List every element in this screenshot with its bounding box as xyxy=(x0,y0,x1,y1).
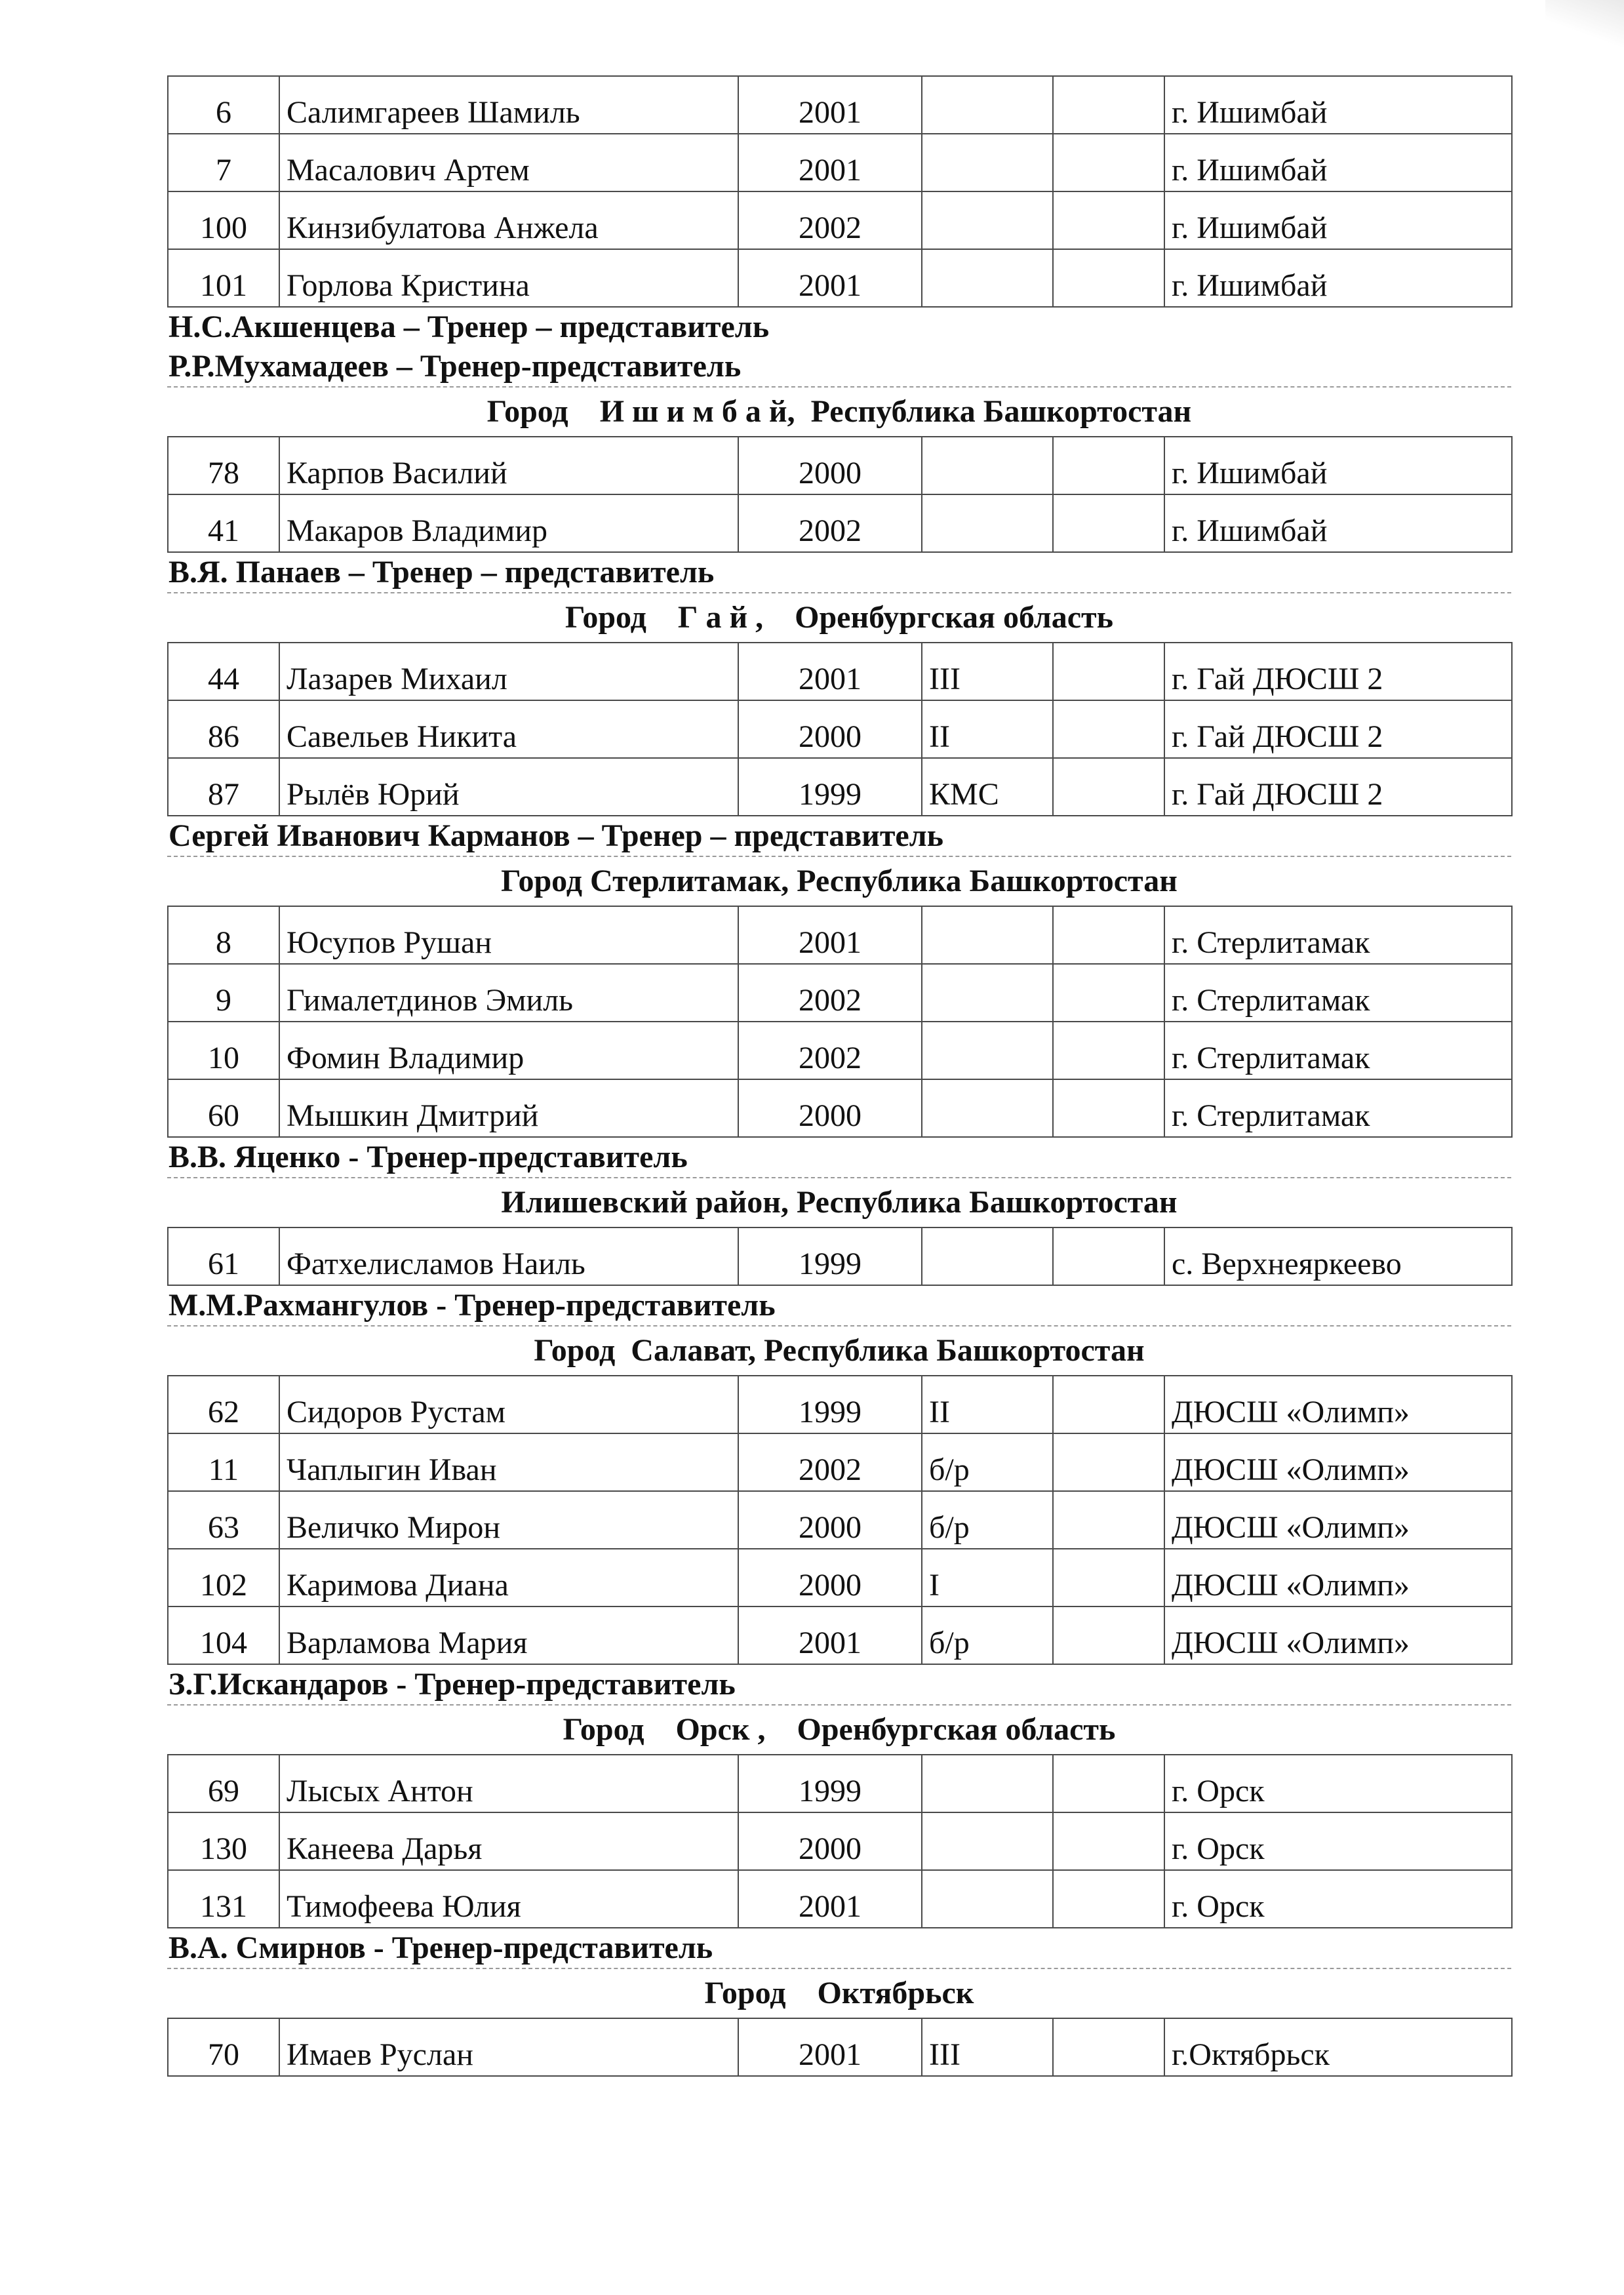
cell-blank xyxy=(1053,700,1164,758)
cell-name: Горлова Кристина xyxy=(279,249,738,307)
participants-table xyxy=(167,436,1513,553)
cell-blank xyxy=(1053,1549,1164,1606)
cell-blank xyxy=(1053,1606,1164,1664)
cell-place: г. Орск xyxy=(1164,1755,1512,1812)
cell-rank xyxy=(922,249,1053,307)
cell-name: Фомин Владимир xyxy=(279,1022,738,1079)
table-row xyxy=(168,1022,1512,1079)
cell-year: 2000 xyxy=(738,1812,922,1870)
cell-num: 70 xyxy=(168,2018,279,2076)
table-row xyxy=(168,2018,1512,2076)
cell-year: 2001 xyxy=(738,1870,922,1928)
cell-name: Мышкин Дмитрий xyxy=(279,1079,738,1137)
table-row xyxy=(168,1079,1512,1137)
cell-rank xyxy=(922,1227,1053,1285)
cell-rank xyxy=(922,494,1053,552)
coach-line: В.А. Смирнов - Тренер-представитель xyxy=(168,1930,713,1965)
cell-rank xyxy=(922,134,1053,191)
table-row xyxy=(168,906,1512,964)
cell-year: 2001 xyxy=(738,643,922,700)
cell-num: 87 xyxy=(168,758,279,816)
participants-table xyxy=(167,75,1513,308)
cell-year: 2000 xyxy=(738,437,922,494)
cell-blank xyxy=(1053,643,1164,700)
cell-place: ДЮСШ «Олимп» xyxy=(1164,1376,1512,1433)
cell-year: 2001 xyxy=(738,906,922,964)
cell-blank xyxy=(1053,1812,1164,1870)
cell-num: 62 xyxy=(168,1376,279,1433)
cell-blank xyxy=(1053,1227,1164,1285)
cell-place: г. Гай ДЮСШ 2 xyxy=(1164,643,1512,700)
cell-blank xyxy=(1053,906,1164,964)
cell-num: 63 xyxy=(168,1491,279,1549)
cell-rank: б/р xyxy=(922,1491,1053,1549)
cell-rank: б/р xyxy=(922,1606,1053,1664)
cell-place: г. Ишимбай xyxy=(1164,249,1512,307)
team-city-heading: Город Орск , Оренбургская область xyxy=(167,1704,1511,1754)
cell-blank xyxy=(1053,1079,1164,1137)
coach-line: В.В. Яценко - Тренер-представитель xyxy=(168,1140,688,1174)
cell-blank xyxy=(1053,1491,1164,1549)
team-city-heading: Город Салават, Республика Башкортостан xyxy=(167,1325,1511,1375)
table-row xyxy=(168,437,1512,494)
cell-name: Салимгареев Шамиль xyxy=(279,76,738,134)
cell-num: 100 xyxy=(168,191,279,249)
cell-num: 102 xyxy=(168,1549,279,1606)
cell-num: 86 xyxy=(168,700,279,758)
cell-place: г. Орск xyxy=(1164,1870,1512,1928)
cell-place: г. Стерлитамак xyxy=(1164,906,1512,964)
cell-place: г. Стерлитамак xyxy=(1164,1022,1512,1079)
cell-name: Имаев Руслан xyxy=(279,2018,738,2076)
cell-place: ДЮСШ «Олимп» xyxy=(1164,1549,1512,1606)
participants-table xyxy=(167,1227,1513,1286)
table-row xyxy=(168,700,1512,758)
cell-rank xyxy=(922,76,1053,134)
cell-num: 8 xyxy=(168,906,279,964)
cell-blank xyxy=(1053,964,1164,1022)
cell-rank: б/р xyxy=(922,1433,1053,1491)
cell-name: Сидоров Рустам xyxy=(279,1376,738,1433)
cell-name: Гималетдинов Эмиль xyxy=(279,964,738,1022)
cell-place: г. Ишимбай xyxy=(1164,437,1512,494)
table-row xyxy=(168,1376,1512,1433)
table-row xyxy=(168,1870,1512,1928)
cell-place: г. Ишимбай xyxy=(1164,191,1512,249)
team-city-heading: Илишевский район, Республика Башкортостан xyxy=(167,1177,1511,1227)
participants-table xyxy=(167,642,1513,816)
table-row xyxy=(168,1433,1512,1491)
table-row xyxy=(168,76,1512,134)
cell-blank xyxy=(1053,1376,1164,1433)
page-corner-fold xyxy=(1545,0,1624,52)
cell-name: Тимофеева Юлия xyxy=(279,1870,738,1928)
cell-rank xyxy=(922,1870,1053,1928)
participants-table xyxy=(167,1754,1513,1928)
cell-year: 2001 xyxy=(738,2018,922,2076)
cell-place: г.Октябрьск xyxy=(1164,2018,1512,2076)
table-row xyxy=(168,191,1512,249)
cell-num: 131 xyxy=(168,1870,279,1928)
cell-num: 7 xyxy=(168,134,279,191)
cell-year: 2002 xyxy=(738,964,922,1022)
cell-place: г. Ишимбай xyxy=(1164,134,1512,191)
cell-blank xyxy=(1053,1433,1164,1491)
table-row xyxy=(168,1491,1512,1549)
cell-rank: I xyxy=(922,1549,1053,1606)
cell-rank xyxy=(922,191,1053,249)
cell-place: г. Ишимбай xyxy=(1164,494,1512,552)
coach-line: З.Г.Искандаров - Тренер-представитель xyxy=(168,1667,736,1702)
cell-rank xyxy=(922,1812,1053,1870)
participants-table xyxy=(167,2018,1513,2077)
table-row xyxy=(168,1812,1512,1870)
cell-year: 2001 xyxy=(738,1606,922,1664)
cell-num: 60 xyxy=(168,1079,279,1137)
cell-place: ДЮСШ «Олимп» xyxy=(1164,1433,1512,1491)
cell-name: Канеева Дарья xyxy=(279,1812,738,1870)
coach-line: М.М.Рахмангулов - Тренер-представитель xyxy=(168,1288,776,1323)
cell-blank xyxy=(1053,437,1164,494)
cell-year: 2002 xyxy=(738,1022,922,1079)
cell-rank xyxy=(922,964,1053,1022)
cell-blank xyxy=(1053,249,1164,307)
cell-place: г. Орск xyxy=(1164,1812,1512,1870)
cell-num: 104 xyxy=(168,1606,279,1664)
cell-place: ДЮСШ «Олимп» xyxy=(1164,1606,1512,1664)
cell-year: 2000 xyxy=(738,1491,922,1549)
cell-blank xyxy=(1053,758,1164,816)
cell-rank xyxy=(922,437,1053,494)
cell-blank xyxy=(1053,1022,1164,1079)
cell-rank xyxy=(922,1022,1053,1079)
cell-name: Величко Мирон xyxy=(279,1491,738,1549)
cell-rank xyxy=(922,1079,1053,1137)
cell-name: Фатхелисламов Наиль xyxy=(279,1227,738,1285)
cell-year: 2000 xyxy=(738,700,922,758)
cell-rank xyxy=(922,1755,1053,1812)
cell-name: Каримова Диана xyxy=(279,1549,738,1606)
cell-place: ДЮСШ «Олимп» xyxy=(1164,1491,1512,1549)
cell-year: 1999 xyxy=(738,758,922,816)
cell-num: 61 xyxy=(168,1227,279,1285)
table-row xyxy=(168,494,1512,552)
cell-place: г. Гай ДЮСШ 2 xyxy=(1164,700,1512,758)
coach-line: В.Я. Панаев – Тренер – представитель xyxy=(168,555,715,589)
cell-blank xyxy=(1053,76,1164,134)
cell-name: Масалович Артем xyxy=(279,134,738,191)
table-row xyxy=(168,1755,1512,1812)
participants-table xyxy=(167,906,1513,1138)
cell-year: 2001 xyxy=(738,249,922,307)
cell-blank xyxy=(1053,1755,1164,1812)
table-row xyxy=(168,134,1512,191)
cell-name: Лазарев Михаил xyxy=(279,643,738,700)
cell-num: 11 xyxy=(168,1433,279,1491)
cell-num: 9 xyxy=(168,964,279,1022)
cell-place: г. Стерлитамак xyxy=(1164,964,1512,1022)
cell-place: г. Гай ДЮСШ 2 xyxy=(1164,758,1512,816)
cell-place: с. Верхнеяркеево xyxy=(1164,1227,1512,1285)
team-city-heading: Город И ш и м б а й, Республика Башкортостан xyxy=(167,386,1511,436)
table-row xyxy=(168,1606,1512,1664)
cell-num: 101 xyxy=(168,249,279,307)
cell-year: 1999 xyxy=(738,1755,922,1812)
cell-blank xyxy=(1053,2018,1164,2076)
coach-line: Сергей Иванович Карманов – Тренер – представитель xyxy=(168,818,944,853)
cell-blank xyxy=(1053,494,1164,552)
cell-name: Кинзибулатова Анжела xyxy=(279,191,738,249)
table-row xyxy=(168,249,1512,307)
cell-num: 6 xyxy=(168,76,279,134)
cell-year: 2000 xyxy=(738,1079,922,1137)
team-city-heading: Город Октябрьск xyxy=(167,1968,1511,2018)
cell-name: Лысых Антон xyxy=(279,1755,738,1812)
team-city-heading: Город Г а й , Оренбургская область xyxy=(167,592,1511,642)
cell-name: Карпов Василий xyxy=(279,437,738,494)
participants-document xyxy=(167,75,1511,2200)
cell-name: Макаров Владимир xyxy=(279,494,738,552)
cell-blank xyxy=(1053,191,1164,249)
cell-name: Чаплыгин Иван xyxy=(279,1433,738,1491)
cell-rank: II xyxy=(922,700,1053,758)
participants-table xyxy=(167,1375,1513,1665)
cell-year: 2001 xyxy=(738,134,922,191)
cell-blank xyxy=(1053,1870,1164,1928)
coach-line: Р.Р.Мухамадеев – Тренер-представитель xyxy=(168,349,742,384)
cell-name: Юсупов Рушан xyxy=(279,906,738,964)
cell-year: 2000 xyxy=(738,1549,922,1606)
cell-num: 41 xyxy=(168,494,279,552)
cell-name: Савельев Никита xyxy=(279,700,738,758)
cell-blank xyxy=(1053,134,1164,191)
cell-rank: КМС xyxy=(922,758,1053,816)
cell-year: 1999 xyxy=(738,1376,922,1433)
cell-rank: III xyxy=(922,2018,1053,2076)
cell-rank: II xyxy=(922,1376,1053,1433)
cell-year: 2002 xyxy=(738,191,922,249)
cell-rank: III xyxy=(922,643,1053,700)
coach-line: Н.С.Акшенцева – Тренер – представитель xyxy=(168,309,770,344)
table-row xyxy=(168,643,1512,700)
cell-place: г. Ишимбай xyxy=(1164,76,1512,134)
cell-name: Варламова Мария xyxy=(279,1606,738,1664)
cell-num: 78 xyxy=(168,437,279,494)
cell-num: 130 xyxy=(168,1812,279,1870)
cell-year: 2002 xyxy=(738,1433,922,1491)
table-row xyxy=(168,1227,1512,1285)
cell-place: г. Стерлитамак xyxy=(1164,1079,1512,1137)
cell-name: Рылёв Юрий xyxy=(279,758,738,816)
cell-num: 69 xyxy=(168,1755,279,1812)
cell-year: 2001 xyxy=(738,76,922,134)
cell-year: 2002 xyxy=(738,494,922,552)
team-city-heading: Город Стерлитамак, Республика Башкортостан xyxy=(167,856,1511,906)
cell-num: 44 xyxy=(168,643,279,700)
table-row xyxy=(168,1549,1512,1606)
cell-rank xyxy=(922,906,1053,964)
cell-num: 10 xyxy=(168,1022,279,1079)
table-row xyxy=(168,758,1512,816)
table-row xyxy=(168,964,1512,1022)
cell-year: 1999 xyxy=(738,1227,922,1285)
